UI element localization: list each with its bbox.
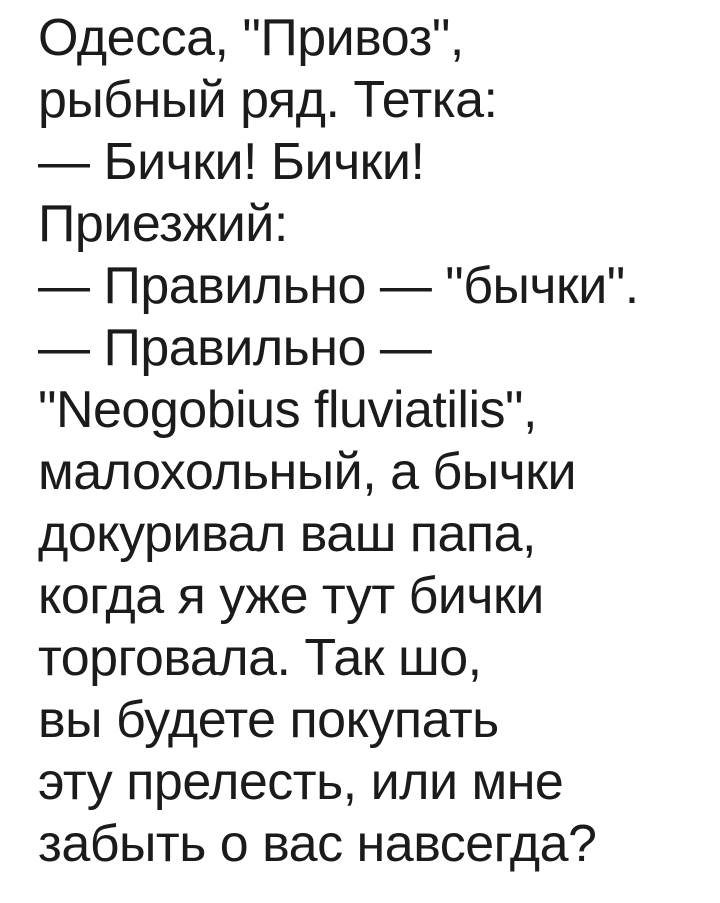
text-line: Одесса, "Привоз", — [38, 9, 464, 67]
text-line: рыбный ряд. Тетка: — [38, 71, 498, 129]
text-line: вы будете покупать — [38, 691, 499, 749]
text-line: — Правильно — "бычки". — [38, 257, 639, 315]
text-line: эту прелесть, или мне — [38, 753, 564, 811]
text-line: — Бички! Бички! — [38, 133, 425, 191]
text-line: — Правильно — — [38, 319, 432, 377]
text-line: малохольный, а бычки — [38, 443, 577, 501]
text-line: когда я уже тут бички — [38, 567, 544, 625]
text-line: докуривал ваш папа, — [38, 505, 536, 563]
text-line: торговала. Так шо, — [38, 629, 482, 687]
text-line: "Neogobius fluviatilis", — [38, 381, 537, 439]
text-line: забыть о вас навсегда? — [38, 815, 597, 873]
text-line: Приезжий: — [38, 195, 288, 253]
